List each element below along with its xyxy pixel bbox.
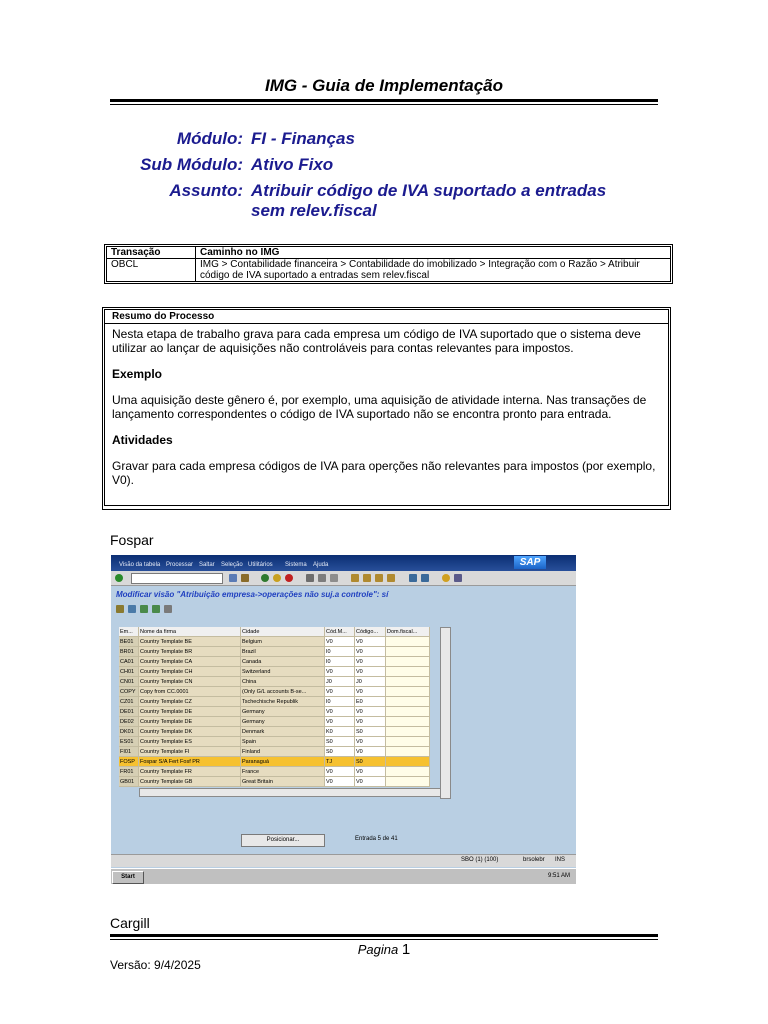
subject-label: Assunto: (169, 181, 243, 200)
cell-tax-1[interactable]: S0 (325, 737, 355, 747)
cell-code[interactable]: DE01 (119, 707, 139, 717)
cell-name: Country Template CZ (139, 697, 241, 707)
clock: 9:51 AM (547, 873, 570, 879)
cell-name: Country Template DE (139, 707, 241, 717)
cell-tax-1[interactable]: S0 (325, 747, 355, 757)
cell-jurisdiction[interactable] (386, 737, 430, 747)
position-button[interactable]: Posicionar... (241, 834, 325, 847)
process-summary (102, 307, 671, 510)
cell-jurisdiction[interactable] (386, 697, 430, 707)
table-row[interactable] (119, 687, 439, 697)
cell-tax-1[interactable]: J0 (325, 677, 355, 687)
navigate-back-icon[interactable] (261, 574, 269, 582)
refresh-icon[interactable] (128, 605, 136, 613)
transaction-header: Transação (107, 247, 196, 259)
cell-jurisdiction[interactable] (386, 727, 430, 737)
process-intro: Nesta etapa de trabalho grava para cada empresa um código de IVA suportado que o sistema deve utilizar ao lançar de aquisições não controláveis para contas relevantes para impostos. (112, 327, 641, 355)
cell-city: Belgium (241, 637, 325, 647)
menu-selecao[interactable]: Seleção (221, 562, 243, 568)
cell-jurisdiction[interactable] (386, 637, 430, 647)
start-button[interactable]: Start (112, 871, 144, 884)
cell-jurisdiction[interactable] (386, 687, 430, 697)
screen-title: Modificar visão "Atribuição empresa->operações não suj.a controle": sí (116, 590, 389, 599)
activities-text: Gravar para cada empresa códigos de IVA para operções não relevantes para impostos (por exemplo, V0). (112, 459, 656, 487)
version-label: Versão: 9/4/2025 (110, 958, 201, 972)
img-path: IMG > Contabilidade financeira > Contabilidade do imobilizado > Integração com o Razão > Atribuir código de IVA suportado a entradas sem relev.fiscal (196, 259, 671, 282)
cell-name: Country Template CH (139, 667, 241, 677)
activities-heading: Atividades (112, 433, 173, 447)
command-field[interactable] (131, 573, 223, 584)
cell-code[interactable]: DK01 (119, 727, 139, 737)
cell-name: Country Template FI (139, 747, 241, 757)
col-tax-code-1[interactable]: Cód.M... (325, 627, 355, 637)
cell-city: Germany (241, 717, 325, 727)
cell-code[interactable]: FOSP (119, 757, 139, 767)
cell-code[interactable]: CA01 (119, 657, 139, 667)
col-city[interactable]: Cidade (241, 627, 325, 637)
cell-tax-1[interactable]: V0 (325, 667, 355, 677)
table-row[interactable] (119, 637, 439, 647)
cell-city: Brazil (241, 647, 325, 657)
module-label: Módulo: (176, 129, 243, 148)
select-block-icon[interactable] (152, 605, 160, 613)
back-icon[interactable] (229, 574, 237, 582)
cell-name: Country Template ES (139, 737, 241, 747)
cell-tax-2[interactable]: E0 (355, 697, 386, 707)
new-session-icon[interactable] (409, 574, 417, 582)
layout-icon[interactable] (454, 574, 462, 582)
cell-code[interactable]: CN01 (119, 677, 139, 687)
cell-tax-2[interactable]: V0 (355, 717, 386, 727)
cell-code[interactable]: CZ01 (119, 697, 139, 707)
deselect-icon[interactable] (164, 605, 172, 613)
cell-tax-1[interactable]: V0 (325, 707, 355, 717)
cell-city: China (241, 677, 325, 687)
table-row[interactable] (119, 727, 439, 737)
menu-sistema[interactable]: Sistema (285, 562, 307, 568)
cell-tax-1[interactable]: I0 (325, 697, 355, 707)
cell-jurisdiction[interactable] (386, 747, 430, 757)
page-number (110, 941, 658, 958)
table-row[interactable] (119, 737, 439, 747)
cell-code[interactable]: BE01 (119, 637, 139, 647)
cell-city: (Only G/L accounts B-se... (241, 687, 325, 697)
cell-tax-2[interactable]: V0 (355, 647, 386, 657)
col-tax-jurisdiction[interactable]: Dom.fiscal... (386, 627, 430, 637)
cell-tax-2[interactable]: V0 (355, 737, 386, 747)
cell-code[interactable]: COPY (119, 687, 139, 697)
cell-jurisdiction[interactable] (386, 707, 430, 717)
section-label-cargill: Cargill (110, 915, 150, 931)
cell-jurisdiction[interactable] (386, 767, 430, 777)
cell-tax-1[interactable]: I0 (325, 647, 355, 657)
col-company-name[interactable]: Nome da firma (139, 627, 241, 637)
cell-tax-2[interactable]: V0 (355, 707, 386, 717)
next-page-icon[interactable] (375, 574, 383, 582)
cell-jurisdiction[interactable] (386, 647, 430, 657)
last-page-icon[interactable] (387, 574, 395, 582)
cell-name: Country Template CA (139, 657, 241, 667)
cell-jurisdiction[interactable] (386, 657, 430, 667)
cell-tax-2[interactable]: S0 (355, 757, 386, 767)
col-tax-code-2[interactable]: Código... (355, 627, 386, 637)
cell-jurisdiction[interactable] (386, 717, 430, 727)
footer-rule (110, 934, 658, 937)
cell-tax-1[interactable]: I0 (325, 657, 355, 667)
cell-code[interactable]: FR01 (119, 767, 139, 777)
cell-tax-2[interactable]: V0 (355, 747, 386, 757)
cell-tax-1[interactable]: V0 (325, 687, 355, 697)
example-text: Uma aquisição deste gênero é, por exemplo, uma aquisição de atividade interna. Nas transações de lançamento correspondentes o código de IVA suportado não se encontra pronto para entrada. (112, 393, 647, 421)
cell-name: Country Template GB (139, 777, 241, 787)
table-row[interactable] (119, 767, 439, 777)
help-icon[interactable] (442, 574, 450, 582)
system-info: SBO (1) (100) (461, 857, 499, 863)
enter-icon[interactable] (115, 574, 123, 582)
table-row[interactable] (119, 717, 439, 727)
cell-code[interactable]: DE02 (119, 717, 139, 727)
sap-screenshot (111, 555, 576, 884)
table-row[interactable] (119, 667, 439, 677)
cell-name: Copy from CC.0001 (139, 687, 241, 697)
cell-name: Country Template DE (139, 717, 241, 727)
cell-code[interactable]: BR01 (119, 647, 139, 657)
table-row[interactable] (119, 777, 439, 787)
table-row[interactable] (119, 677, 439, 687)
cell-code[interactable]: CH01 (119, 667, 139, 677)
exit-icon[interactable] (273, 574, 281, 582)
menu-saltar[interactable]: Saltar (199, 562, 215, 568)
cell-city: Switzerland (241, 667, 325, 677)
transaction-table (104, 244, 673, 284)
cell-code[interactable]: GB01 (119, 777, 139, 787)
transaction-code: OBCL (107, 259, 196, 282)
cell-name: Fospar S/A Fert Fosf PR (139, 757, 241, 767)
insert-mode: INS (555, 857, 566, 863)
page-label: Pagina (357, 942, 399, 957)
cell-tax-2[interactable]: V0 (355, 637, 386, 647)
cell-tax-2[interactable]: V0 (355, 667, 386, 677)
header-rule (110, 99, 658, 102)
cell-name: Country Template BE (139, 637, 241, 647)
cell-code[interactable]: FI01 (119, 747, 139, 757)
cell-city: Denmark (241, 727, 325, 737)
shortcut-icon[interactable] (421, 574, 429, 582)
menu-ajuda[interactable]: Ajuda (313, 562, 329, 568)
change-display-icon[interactable] (116, 605, 124, 613)
table-row[interactable] (119, 697, 439, 707)
document-title: IMG - Guia de Implementação (264, 76, 504, 95)
menu-processar[interactable]: Processar (166, 562, 194, 568)
cell-tax-1[interactable]: V0 (325, 777, 355, 787)
cell-jurisdiction[interactable] (386, 677, 430, 687)
cancel-icon[interactable] (285, 574, 293, 582)
vertical-scrollbar[interactable] (440, 627, 451, 799)
cell-tax-1[interactable]: V0 (325, 717, 355, 727)
cell-city: Germany (241, 707, 325, 717)
horizontal-scrollbar[interactable] (139, 788, 441, 797)
submodule-label: Sub Módulo: (140, 155, 243, 174)
cell-tax-2[interactable]: V0 (355, 777, 386, 787)
select-all-icon[interactable] (140, 605, 148, 613)
previous-page-icon[interactable] (363, 574, 371, 582)
print-icon[interactable] (306, 574, 314, 582)
submodule-value: Ativo Fixo (251, 155, 334, 174)
table-row[interactable] (119, 647, 439, 657)
cell-jurisdiction[interactable] (386, 757, 430, 767)
cell-tax-2[interactable]: S0 (355, 727, 386, 737)
cell-tax-2[interactable]: J0 (355, 677, 386, 687)
cell-city: Tschechische Republik (241, 697, 325, 707)
cell-tax-1[interactable]: TJ (325, 757, 355, 767)
windows-taskbar (111, 868, 576, 884)
sap-logo: SAP (514, 556, 546, 569)
cell-tax-1[interactable]: V0 (325, 637, 355, 647)
find-next-icon[interactable] (330, 574, 338, 582)
cell-code[interactable]: ES01 (119, 737, 139, 747)
process-heading: Resumo do Processo (105, 310, 668, 324)
sap-status-bar (111, 854, 576, 867)
table-row-selected[interactable] (119, 757, 439, 767)
subject-value: Atribuir código de IVA suportado a entradas sem relev.fiscal (251, 181, 607, 220)
sap-menu-bar (111, 555, 576, 571)
page-value: 1 (401, 941, 411, 958)
cell-tax-2[interactable]: V0 (355, 657, 386, 667)
cell-name: Country Template CN (139, 677, 241, 687)
col-company-code[interactable]: Em... (119, 627, 139, 637)
menu-utilitarios[interactable]: Utilitários (248, 562, 273, 568)
footer-rule-thin (110, 939, 658, 940)
first-page-icon[interactable] (351, 574, 359, 582)
sap-application-toolbar (111, 602, 576, 616)
module-value: FI - Finanças (251, 129, 355, 148)
sap-standard-toolbar (111, 571, 576, 586)
cell-name: Country Template BR (139, 647, 241, 657)
cell-city: Great Britain (241, 777, 325, 787)
cell-jurisdiction[interactable] (386, 777, 430, 787)
cell-city: France (241, 767, 325, 777)
cell-city: Canada (241, 657, 325, 667)
table-header-row (119, 627, 439, 637)
entry-status: Entrada 5 de 41 (355, 836, 398, 842)
server-info: brsolebr (523, 857, 545, 863)
cell-name: Country Template FR (139, 767, 241, 777)
cell-tax-1[interactable]: V0 (325, 767, 355, 777)
header-rule-thin (110, 104, 658, 105)
cell-tax-2[interactable]: V0 (355, 687, 386, 697)
table-row[interactable] (119, 747, 439, 757)
cell-city: Finland (241, 747, 325, 757)
example-heading: Exemplo (112, 367, 163, 381)
cell-tax-2[interactable]: V0 (355, 767, 386, 777)
table-row[interactable] (119, 707, 439, 717)
cell-name: Country Template DK (139, 727, 241, 737)
cell-tax-1[interactable]: K0 (325, 727, 355, 737)
img-path-header: Caminho no IMG (196, 247, 671, 259)
table-row[interactable] (119, 657, 439, 667)
section-label-fospar: Fospar (110, 532, 154, 548)
save-icon[interactable] (241, 574, 249, 582)
cell-jurisdiction[interactable] (386, 667, 430, 677)
find-icon[interactable] (318, 574, 326, 582)
cell-city: Paranaguá (241, 757, 325, 767)
cell-city: Spain (241, 737, 325, 747)
menu-visao-tabela[interactable]: Visão da tabela (119, 562, 161, 568)
